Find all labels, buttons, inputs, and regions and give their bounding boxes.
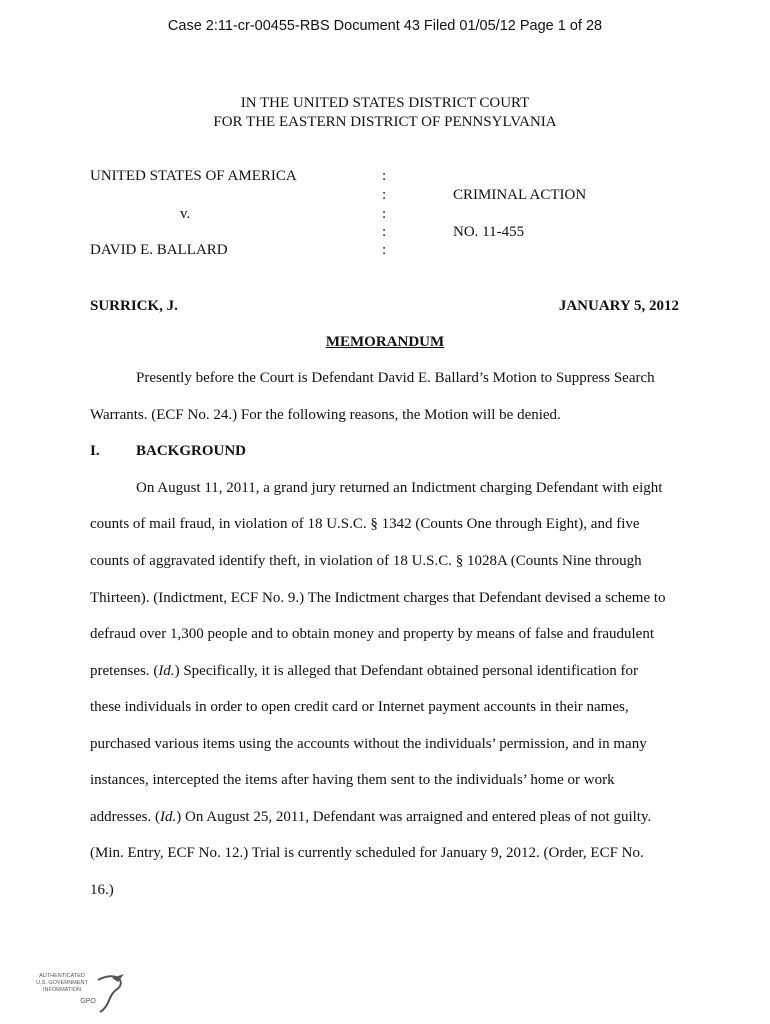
memorandum-title: MEMORANDUM: [325, 334, 445, 350]
caption-colon: :: [382, 168, 387, 184]
versus-label: v.: [180, 206, 191, 222]
paragraph-line: On August 11, 2011, a grand jury returned an Indictment charging Defendant with eight: [136, 480, 663, 496]
paragraph-line: addresses. (Id.) On August 25, 2011, Defendant was arraigned and entered pleas of not guilty.: [90, 809, 652, 825]
defendant-name: DAVID E. BALLARD: [90, 242, 228, 258]
paragraph-line: counts of mail fraud, in violation of 18 U.S.C. § 1342 (Counts One through Eight), and five: [90, 516, 640, 532]
plaintiff-name: UNITED STATES OF AMERICA: [90, 168, 297, 184]
paragraph-line: Thirteen). (Indictment, ECF No. 9.) The Indictment charges that Defendant devised a scheme to: [90, 590, 666, 606]
action-type: CRIMINAL ACTION: [453, 187, 587, 203]
intro-line: Presently before the Court is Defendant David E. Ballard’s Motion to Suppress Search: [136, 370, 655, 386]
seal-text: GPO: [80, 998, 96, 1005]
paragraph-line: (Min. Entry, ECF No. 12.) Trial is currently scheduled for January 9, 2012. (Order, ECF No.: [90, 845, 644, 861]
seal-text: INFORMATION: [42, 987, 82, 993]
paragraph-line: instances, intercepted the items after having them sent to the individuals’ home or work: [90, 772, 615, 788]
case-number: NO. 11-455: [453, 224, 525, 240]
opinion-date: JANUARY 5, 2012: [558, 298, 679, 314]
judge-name: SURRICK, J.: [90, 298, 178, 314]
case-header: Case 2:11-cr-00455-RBS Document 43 Filed 01/05/12 Page 1 of 28: [167, 18, 603, 34]
seal-text: AUTHENTICATED: [39, 973, 85, 979]
section-number: I.: [90, 443, 100, 459]
section-title: BACKGROUND: [136, 443, 247, 459]
court-name-line2: FOR THE EASTERN DISTRICT OF PENNSYLVANIA: [213, 114, 557, 130]
paragraph-line: these individuals in order to open credit card or Internet payment accounts in their names,: [90, 699, 629, 715]
paragraph-line: 16.): [90, 882, 114, 898]
gpo-authentication-seal: [28, 968, 128, 1018]
seal-text: U.S. GOVERNMENT: [36, 980, 88, 986]
paragraph-line: defraud over 1,300 people and to obtain money and property by means of false and fraudulent: [90, 626, 654, 642]
caption-colon: :: [382, 187, 387, 203]
caption-colon: :: [382, 206, 387, 222]
caption-colon: :: [382, 224, 387, 240]
eagle-head-icon: [112, 974, 124, 982]
paragraph-line: purchased various items using the accounts without the individuals’ permission, and in many: [90, 736, 647, 752]
intro-line: Warrants. (ECF No. 24.) For the following reasons, the Motion will be denied.: [90, 407, 561, 423]
court-name-line1: IN THE UNITED STATES DISTRICT COURT: [240, 95, 530, 111]
caption-colon: :: [382, 242, 387, 258]
paragraph-line: pretenses. (Id.) Specifically, it is alleged that Defendant obtained personal identification for: [90, 663, 639, 679]
paragraph-line: counts of aggravated identify theft, in violation of 18 U.S.C. § 1028A (Counts Nine through: [90, 553, 642, 569]
